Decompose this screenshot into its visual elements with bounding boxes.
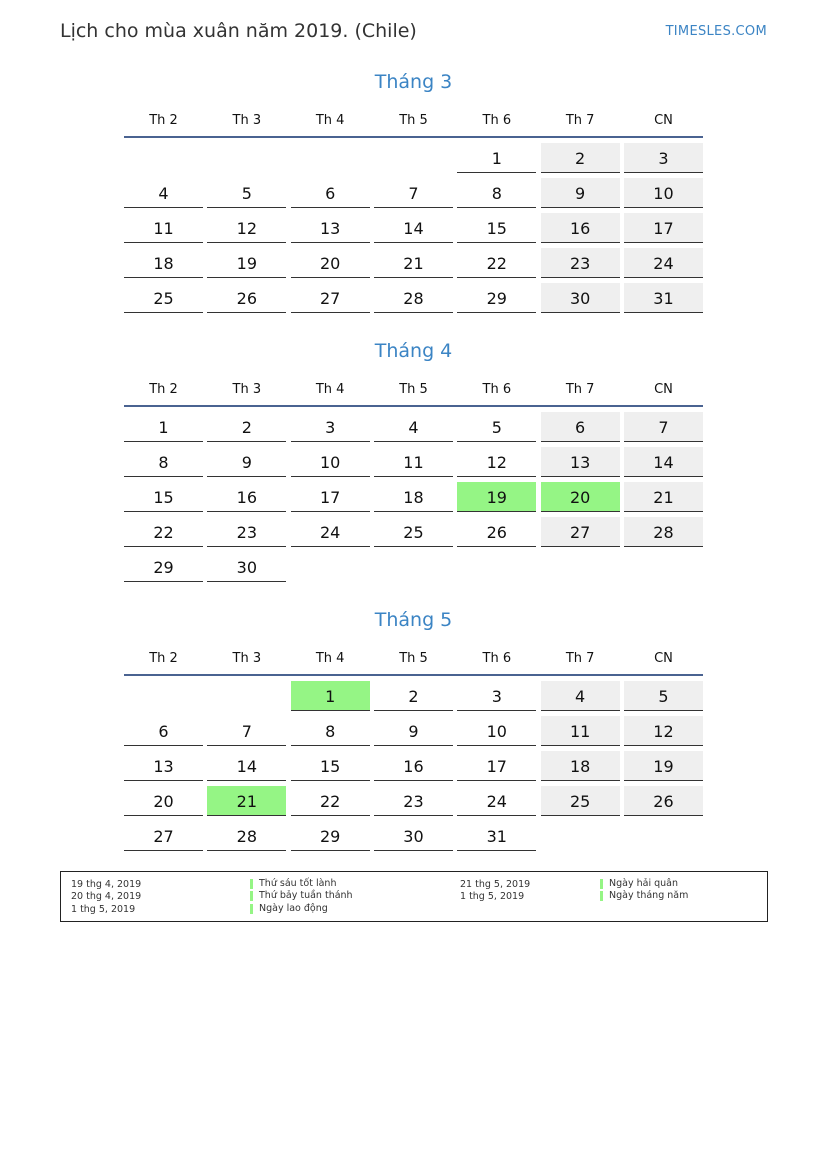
weekday-label: Th 4 bbox=[315, 112, 345, 128]
month-title: Tháng 4 bbox=[374, 340, 453, 362]
day-cell: 28 bbox=[374, 283, 453, 313]
day-cell: 15 bbox=[457, 213, 536, 243]
empty-cell bbox=[207, 143, 286, 173]
empty-cell bbox=[124, 681, 203, 711]
weekday-label: Th 2 bbox=[149, 381, 178, 397]
month-april bbox=[124, 339, 703, 582]
month-title: Tháng 5 bbox=[374, 609, 453, 631]
day-cell: 30 bbox=[541, 283, 620, 313]
day-cell: 28 bbox=[624, 517, 703, 547]
day-cell: 9 bbox=[541, 178, 620, 208]
legend-holiday-name: Ngày hải quân bbox=[600, 879, 678, 889]
weekday-label: Th 7 bbox=[565, 381, 595, 397]
day-cell: 15 bbox=[124, 482, 203, 512]
day-cell: 29 bbox=[457, 283, 536, 313]
day-cell: 23 bbox=[541, 248, 620, 278]
day-cell: 13 bbox=[124, 751, 203, 781]
day-cell: 26 bbox=[624, 786, 703, 816]
day-cell: 12 bbox=[457, 447, 536, 477]
weekday-label: Th 6 bbox=[482, 112, 512, 128]
day-cell: 14 bbox=[374, 213, 453, 243]
day-cell: 4 bbox=[124, 178, 203, 208]
day-cell: 6 bbox=[124, 716, 203, 746]
day-cell: 24 bbox=[624, 248, 703, 278]
holiday-day-cell: 19 bbox=[457, 482, 536, 512]
empty-cell bbox=[124, 143, 203, 173]
day-cell: 23 bbox=[207, 517, 286, 547]
holiday-legend bbox=[60, 871, 768, 922]
legend-date: 1 thg 5, 2019 bbox=[460, 891, 525, 902]
day-cell: 9 bbox=[207, 447, 286, 477]
month-march bbox=[124, 70, 703, 313]
day-cell: 24 bbox=[457, 786, 536, 816]
day-cell: 1 bbox=[457, 143, 536, 173]
day-cell: 5 bbox=[624, 681, 703, 711]
day-cell: 19 bbox=[624, 751, 703, 781]
day-cell: 17 bbox=[291, 482, 370, 512]
weekday-label: Th 7 bbox=[565, 650, 595, 666]
weekday-label: Th 4 bbox=[315, 381, 345, 397]
weekday-label: Th 4 bbox=[315, 650, 345, 666]
day-cell: 26 bbox=[207, 283, 286, 313]
weekday-label: Th 3 bbox=[232, 650, 262, 666]
day-cell: 7 bbox=[624, 412, 703, 442]
day-cell: 18 bbox=[541, 751, 620, 781]
day-cell: 25 bbox=[541, 786, 620, 816]
day-cell: 22 bbox=[457, 248, 536, 278]
day-cell: 3 bbox=[457, 681, 536, 711]
legend-date: 1 thg 5, 2019 bbox=[71, 904, 136, 915]
holiday-day-cell: 21 bbox=[207, 786, 286, 816]
weekday-label: CN bbox=[654, 381, 673, 397]
day-cell: 27 bbox=[124, 821, 203, 851]
day-cell: 4 bbox=[374, 412, 453, 442]
page-title: Lịch cho mùa xuân năm 2019. (Chile) bbox=[60, 20, 417, 42]
weekday-header bbox=[124, 377, 703, 401]
day-grid bbox=[124, 681, 703, 851]
day-cell: 29 bbox=[291, 821, 370, 851]
legend-holiday-name: Ngày lao động bbox=[250, 904, 328, 914]
day-cell: 31 bbox=[457, 821, 536, 851]
day-grid bbox=[124, 143, 703, 313]
header-divider bbox=[124, 136, 703, 138]
day-cell: 16 bbox=[374, 751, 453, 781]
day-cell: 5 bbox=[457, 412, 536, 442]
brand-link[interactable]: TIMESLES.COM bbox=[665, 24, 767, 39]
month-title: Tháng 3 bbox=[374, 71, 453, 93]
holiday-day-cell: 1 bbox=[291, 681, 370, 711]
weekday-label: Th 3 bbox=[232, 112, 262, 128]
header-divider bbox=[124, 405, 703, 407]
day-cell: 14 bbox=[624, 447, 703, 477]
day-cell: 16 bbox=[541, 213, 620, 243]
day-cell: 4 bbox=[541, 681, 620, 711]
month-may bbox=[124, 608, 703, 851]
day-grid bbox=[124, 412, 703, 582]
day-cell: 11 bbox=[124, 213, 203, 243]
day-cell: 10 bbox=[624, 178, 703, 208]
day-cell: 1 bbox=[124, 412, 203, 442]
day-cell: 23 bbox=[374, 786, 453, 816]
legend-holiday-name: Ngày tháng năm bbox=[600, 891, 688, 901]
weekday-label: CN bbox=[654, 650, 673, 666]
legend-holiday-name: Thứ sáu tốt lành bbox=[250, 879, 336, 889]
day-cell: 17 bbox=[624, 213, 703, 243]
day-cell: 30 bbox=[374, 821, 453, 851]
day-cell: 3 bbox=[624, 143, 703, 173]
day-cell: 22 bbox=[291, 786, 370, 816]
day-cell: 18 bbox=[374, 482, 453, 512]
day-cell: 2 bbox=[207, 412, 286, 442]
day-cell: 27 bbox=[541, 517, 620, 547]
weekday-label: CN bbox=[654, 112, 673, 128]
weekday-label: Th 5 bbox=[399, 112, 428, 128]
legend-date: 20 thg 4, 2019 bbox=[71, 891, 142, 902]
day-cell: 7 bbox=[374, 178, 453, 208]
weekday-label: Th 2 bbox=[149, 112, 178, 128]
holiday-day-cell: 20 bbox=[541, 482, 620, 512]
weekday-label: Th 5 bbox=[399, 650, 428, 666]
day-cell: 21 bbox=[624, 482, 703, 512]
day-cell: 10 bbox=[291, 447, 370, 477]
day-cell: 9 bbox=[374, 716, 453, 746]
weekday-label: Th 3 bbox=[232, 381, 262, 397]
day-cell: 24 bbox=[291, 517, 370, 547]
weekday-label: Th 7 bbox=[565, 112, 595, 128]
day-cell: 8 bbox=[124, 447, 203, 477]
day-cell: 25 bbox=[374, 517, 453, 547]
day-cell: 5 bbox=[207, 178, 286, 208]
empty-cell bbox=[207, 681, 286, 711]
day-cell: 2 bbox=[541, 143, 620, 173]
header-divider bbox=[124, 674, 703, 676]
day-cell: 28 bbox=[207, 821, 286, 851]
day-cell: 17 bbox=[457, 751, 536, 781]
day-cell: 14 bbox=[207, 751, 286, 781]
day-cell: 6 bbox=[291, 178, 370, 208]
weekday-header bbox=[124, 108, 703, 132]
day-cell: 20 bbox=[124, 786, 203, 816]
day-cell: 12 bbox=[624, 716, 703, 746]
legend-date: 19 thg 4, 2019 bbox=[71, 879, 142, 890]
day-cell: 30 bbox=[207, 552, 286, 582]
day-cell: 11 bbox=[374, 447, 453, 477]
day-cell: 31 bbox=[624, 283, 703, 313]
day-cell: 15 bbox=[291, 751, 370, 781]
day-cell: 27 bbox=[291, 283, 370, 313]
weekday-label: Th 6 bbox=[482, 381, 512, 397]
day-cell: 6 bbox=[541, 412, 620, 442]
weekday-label: Th 6 bbox=[482, 650, 512, 666]
day-cell: 13 bbox=[291, 213, 370, 243]
day-cell: 10 bbox=[457, 716, 536, 746]
weekday-label: Th 5 bbox=[399, 381, 428, 397]
weekday-header bbox=[124, 646, 703, 670]
day-cell: 7 bbox=[207, 716, 286, 746]
day-cell: 8 bbox=[457, 178, 536, 208]
day-cell: 16 bbox=[207, 482, 286, 512]
day-cell: 11 bbox=[541, 716, 620, 746]
day-cell: 18 bbox=[124, 248, 203, 278]
day-cell: 26 bbox=[457, 517, 536, 547]
legend-date: 21 thg 5, 2019 bbox=[460, 879, 531, 890]
day-cell: 20 bbox=[291, 248, 370, 278]
weekday-label: Th 2 bbox=[149, 650, 178, 666]
day-cell: 22 bbox=[124, 517, 203, 547]
legend-holiday-name: Thứ bảy tuần thánh bbox=[250, 891, 353, 901]
day-cell: 2 bbox=[374, 681, 453, 711]
day-cell: 19 bbox=[207, 248, 286, 278]
day-cell: 25 bbox=[124, 283, 203, 313]
empty-cell bbox=[291, 143, 370, 173]
day-cell: 3 bbox=[291, 412, 370, 442]
day-cell: 12 bbox=[207, 213, 286, 243]
day-cell: 29 bbox=[124, 552, 203, 582]
day-cell: 21 bbox=[374, 248, 453, 278]
day-cell: 8 bbox=[291, 716, 370, 746]
empty-cell bbox=[374, 143, 453, 173]
day-cell: 13 bbox=[541, 447, 620, 477]
